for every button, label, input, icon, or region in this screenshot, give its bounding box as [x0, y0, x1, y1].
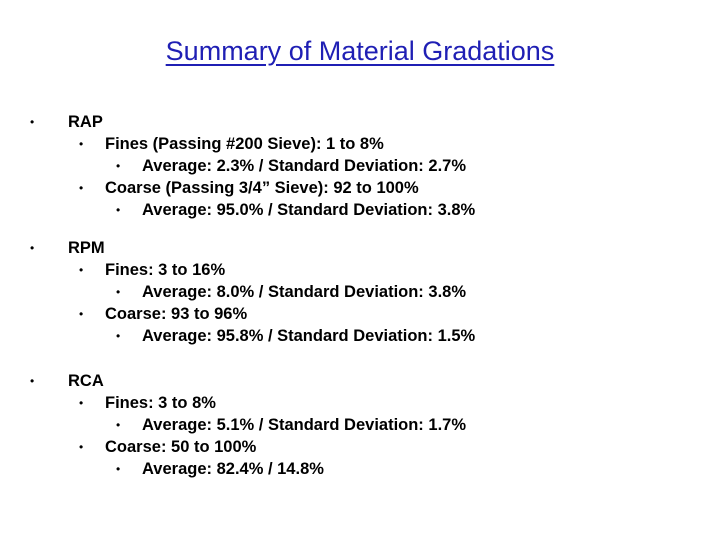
coarse-range: Coarse: 93 to 96% — [105, 305, 248, 323]
bullet: • — [79, 137, 84, 151]
bullet: • — [116, 285, 121, 299]
bullet: • — [30, 374, 35, 388]
bullet: • — [79, 263, 84, 277]
fines-stats: Average: 5.1% / Standard Deviation: 1.7% — [142, 416, 466, 434]
bullet: • — [116, 462, 121, 476]
bullet: • — [116, 418, 121, 432]
bullet: • — [79, 307, 84, 321]
coarse-stats: Average: 95.0% / Standard Deviation: 3.8% — [142, 201, 476, 219]
bullet: • — [116, 203, 121, 217]
section-label: RAP — [68, 113, 103, 131]
bullet: • — [79, 396, 84, 410]
bullet: • — [116, 329, 121, 343]
bullet: • — [30, 115, 35, 129]
coarse-stats: Average: 82.4% / 14.8% — [142, 460, 324, 478]
bullet: • — [79, 181, 84, 195]
fines-range: Fines (Passing #200 Sieve): 1 to 8% — [105, 135, 384, 153]
coarse-range: Coarse (Passing 3/4” Sieve): 92 to 100% — [105, 179, 419, 197]
slide-title: Summary of Material Gradations — [165, 36, 555, 66]
bullet: • — [116, 159, 121, 173]
coarse-stats: Average: 95.8% / Standard Deviation: 1.5% — [142, 327, 476, 345]
section-label: RCA — [68, 372, 104, 390]
section-label: RPM — [68, 239, 105, 257]
coarse-range: Coarse: 50 to 100% — [105, 438, 257, 456]
fines-range: Fines: 3 to 16% — [105, 261, 226, 279]
bullet: • — [30, 241, 35, 255]
bullet: • — [79, 440, 84, 454]
fines-stats: Average: 8.0% / Standard Deviation: 3.8% — [142, 283, 466, 301]
fines-range: Fines: 3 to 8% — [105, 394, 216, 412]
fines-stats: Average: 2.3% / Standard Deviation: 2.7% — [142, 157, 466, 175]
